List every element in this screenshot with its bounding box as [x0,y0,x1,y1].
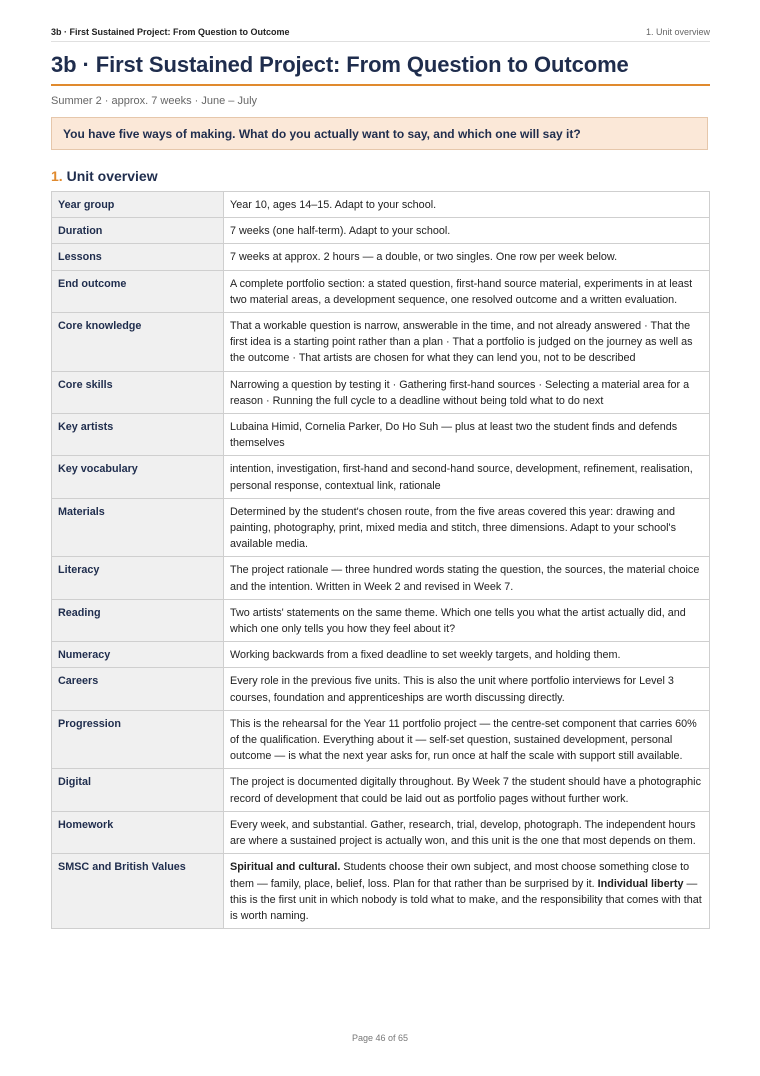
table-row [52,313,710,372]
row-label: Numeracy [52,642,224,668]
row-value: Two artists' statements on the same theme. Which one tells you what the artist actually did, and which one only tells you how they feel about it? [224,599,710,641]
row-value: The project rationale — three hundred words stating the question, the sources, the material choice and the intention. Written in Week 2 and revised in Week 7. [224,557,710,599]
row-value: Narrowing a question by testing it · Gathering first-hand sources · Selecting a material area for a reason · Running the full cycle to a deadline without being told what to do next [224,371,710,413]
table-row [52,769,710,811]
row-label: Materials [52,498,224,557]
table-row [52,371,710,413]
row-label: Homework [52,811,224,853]
running-title: 3b · First Sustained Project: From Question to Outcome [51,27,290,37]
row-label: SMSC and British Values [52,854,224,929]
table-row [52,599,710,641]
table-row [52,456,710,498]
row-label: Reading [52,599,224,641]
row-label: Duration [52,218,224,244]
table-row [52,244,710,270]
row-value: That a workable question is narrow, answerable in the time, and not already answered · That the first idea is a starting point rather than a plan · That a portfolio is judged on the journey as well as the outcome · That artists are chosen for what they can lend you, not to be described [224,313,710,372]
section-marker: 1. Unit overview [645,27,710,37]
unit-overview-table [51,191,710,929]
row-value: Lubaina Himid, Cornelia Parker, Do Ho Suh — plus at least two the student finds and defends themselves [224,414,710,456]
running-header [51,27,710,42]
unit-subtitle: Summer 2 · approx. 7 weeks · June – July [51,95,258,107]
liberty-heading: Individual liberty [597,877,684,890]
row-label: Careers [52,668,224,710]
row-value: This is the rehearsal for the Year 11 portfolio project — the centre-set component that carries 60% of the qualification. Everything about it — self-set question, sustained development, personal outcome — is what the next year asks for, run once at half the scale with support still available. [224,710,710,769]
row-label: Progression [52,710,224,769]
section-heading [51,168,158,184]
spiritual-heading: Spiritual and cultural. [230,861,341,874]
row-value: 7 weeks (one half-term). Adapt to your school. [224,218,710,244]
table-row-smsc [52,854,710,929]
row-value: Year 10, ages 14–15. Adapt to your school. [224,192,710,218]
row-label: Core knowledge [52,313,224,372]
table-row [52,414,710,456]
row-value: Every week, and substantial. Gather, research, trial, develop, photograph. The independent hours are where a sustained project is actually won, and this unit is the one that most depends on them. [224,811,710,853]
table-row [52,498,710,557]
table-row [52,811,710,853]
row-value: 7 weeks at approx. 2 hours — a double, or two singles. One row per week below. [224,244,710,270]
section-title: Unit overview [66,168,158,184]
row-label: Key vocabulary [52,456,224,498]
page-title: 3b · First Sustained Project: From Question to Outcome [51,52,710,86]
liberty-text: — this is the first unit in which nobody is told what to make, and the responsibility that comes with that is worth naming. [230,877,702,922]
row-value: Determined by the student's chosen route, from the five areas covered this year: drawing and painting, photography, print, mixed media and stitch, three dimensions. Adapt to your school's available media. [224,498,710,557]
table-row [52,218,710,244]
page-number: Page 46 of 65 [351,1033,409,1043]
row-value: The project is documented digitally throughout. By Week 7 the student should have a photographic record of development that could be laid out as portfolio pages without further work. [224,769,710,811]
key-question-text: You have five ways of making. What do you actually want to say, and which one will say it? [63,126,581,141]
row-label: Core skills [52,371,224,413]
key-question-callout [51,117,708,150]
table-row [52,668,710,710]
row-label: Literacy [52,557,224,599]
row-value: Working backwards from a fixed deadline to set weekly targets, and holding them. [224,642,710,668]
row-label: Year group [52,192,224,218]
table-row [52,642,710,668]
table-row [52,710,710,769]
row-value: intention, investigation, first-hand and second-hand source, development, refinement, realisation, personal response, contextual link, rationale [224,456,710,498]
table-row [52,270,710,312]
row-label: Key artists [52,414,224,456]
section-number: 1. [51,168,63,184]
spiritual-text: Students choose their own subject, and most choose something close to them — family, place, belief, loss. Plan for that rather than be surprised by it. [230,861,690,890]
row-value: A complete portfolio section: a stated question, first-hand source material, experiments in at least two material areas, a development sequence, one resolved outcome and a written evaluation. [224,270,710,312]
table-row [52,557,710,599]
row-value: Every role in the previous five units. This is also the unit where portfolio interviews for Level 3 courses, foundation and apprenticeships are worth discussing directly. [224,668,710,710]
row-label: Digital [52,769,224,811]
row-label: End outcome [52,270,224,312]
row-value-smsc [224,854,710,929]
row-label: Lessons [52,244,224,270]
table-row [52,192,710,218]
